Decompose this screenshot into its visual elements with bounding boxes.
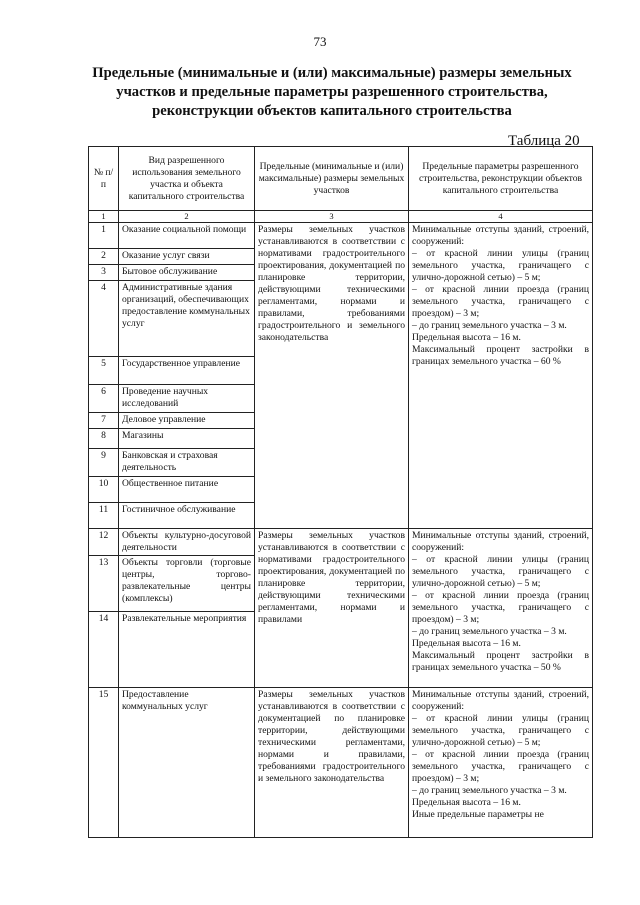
param-line: Максимальный процент застройки в границах земельного участка – 50 % bbox=[412, 650, 589, 673]
row-number: 8 bbox=[89, 429, 119, 449]
title-line: Предельные (минимальные и (или) максимальные) размеры земельных bbox=[92, 65, 572, 81]
row-number: 1 bbox=[89, 223, 119, 249]
column-number: 3 bbox=[255, 211, 409, 223]
use-type-cell: Предоставление коммунальных услуг bbox=[119, 688, 255, 838]
param-line: Иные предельные параметры не bbox=[412, 809, 544, 820]
row-number: 7 bbox=[89, 413, 119, 429]
param-line: – от красной линии проезда (границ земельного участка, граничащего с проездом) – 3 м; bbox=[412, 749, 589, 784]
use-type-cell: Административные здания организаций, обеспечивающих предоставление коммунальных услуг bbox=[119, 281, 255, 357]
land-size-cell: Размеры земельных участков устанавливаются в соответствии с документацией по планировке территории, действующими техническими регламентами, нормами и правилами, требованиями градостроительного и земельного законодательства bbox=[255, 688, 409, 838]
column-number-row bbox=[89, 211, 593, 223]
use-type-cell: Деловое управление bbox=[119, 413, 255, 429]
column-number: 4 bbox=[409, 211, 593, 223]
header-build-params: Предельные параметры разрешенного строительства, реконструкции объектов капитального строительства bbox=[409, 147, 593, 211]
row-number: 3 bbox=[89, 265, 119, 281]
regulations-table bbox=[88, 146, 593, 838]
param-line: Минимальные отступы зданий, строений, сооружений: bbox=[412, 689, 589, 712]
table-row bbox=[89, 688, 593, 838]
use-type-cell: Оказание услуг связи bbox=[119, 249, 255, 265]
param-line: – от красной линии проезда (границ земельного участка, граничащего с проездом) – 3 м; bbox=[412, 590, 589, 625]
param-line: – от красной линии проезда (границ земельного участка, граничащего с проездом) – 3 м; bbox=[412, 284, 589, 319]
row-number: 15 bbox=[89, 688, 119, 838]
param-line: – от красной линии улицы (границ земельного участка, граничащего с улично-дорожной сетью) – 5 м; bbox=[412, 713, 589, 748]
row-number: 9 bbox=[89, 449, 119, 477]
column-number: 1 bbox=[89, 211, 119, 223]
row-number: 10 bbox=[89, 477, 119, 503]
use-type-cell: Гостиничное обслуживание bbox=[119, 503, 255, 529]
param-line: Максимальный процент застройки в границах земельного участка – 60 % bbox=[412, 344, 589, 367]
build-params-cell bbox=[409, 223, 593, 529]
param-line: Предельная высота – 16 м. bbox=[412, 797, 521, 808]
param-line: Минимальные отступы зданий, строений, сооружений: bbox=[412, 530, 589, 553]
param-line: – до границ земельного участка – 3 м. bbox=[412, 785, 567, 796]
row-number: 13 bbox=[89, 556, 119, 612]
param-line: Предельная высота – 16 м. bbox=[412, 332, 521, 343]
use-type-cell: Объекты торговли (торговые центры, торгово-развлекательные центры (комплексы) bbox=[119, 556, 255, 612]
use-type-cell: Государственное управление bbox=[119, 357, 255, 385]
column-number: 2 bbox=[119, 211, 255, 223]
use-type-cell: Общественное питание bbox=[119, 477, 255, 503]
param-line: Минимальные отступы зданий, строений, сооружений: bbox=[412, 224, 589, 247]
use-type-cell: Оказание социальной помощи bbox=[119, 223, 255, 249]
row-number: 12 bbox=[89, 529, 119, 556]
use-type-cell: Магазины bbox=[119, 429, 255, 449]
row-number: 2 bbox=[89, 249, 119, 265]
row-number: 5 bbox=[89, 357, 119, 385]
table-row bbox=[89, 223, 593, 249]
row-number: 4 bbox=[89, 281, 119, 357]
page-number: 73 bbox=[313, 34, 327, 49]
document-title bbox=[82, 64, 582, 121]
build-params-cell bbox=[409, 688, 593, 838]
title-line: реконструкции объектов капитального строительства bbox=[152, 103, 512, 119]
header-row bbox=[89, 147, 593, 211]
use-type-cell: Развлекательные мероприятия bbox=[119, 612, 255, 688]
row-number: 11 bbox=[89, 503, 119, 529]
row-number: 14 bbox=[89, 612, 119, 688]
land-size-cell: Размеры земельных участков устанавливаются в соответствии с нормативами градостроительного проектирования, документацией по планировке территории, действующими техническими регламентами, нормами и правилами, требованиями градостроительного и земельного законодательства bbox=[255, 223, 409, 529]
land-size-cell: Размеры земельных участков устанавливаются в соответствии с нормативами градостроительного проектирования, документацией по планировке территории, действующими техническими регламентами, нормами и правилами bbox=[255, 529, 409, 688]
row-number: 6 bbox=[89, 385, 119, 413]
table-row bbox=[89, 529, 593, 556]
build-params-cell bbox=[409, 529, 593, 688]
param-line: – от красной линии улицы (границ земельного участка, граничащего с улично-дорожной сетью) – 5 м; bbox=[412, 554, 589, 589]
title-line: участков и предельные параметры разрешенного строительства, bbox=[116, 84, 548, 100]
param-line: – до границ земельного участка – 3 м. bbox=[412, 320, 567, 331]
header-number: № п/п bbox=[89, 147, 119, 211]
param-line: Предельная высота – 16 м. bbox=[412, 638, 521, 649]
use-type-cell: Бытовое обслуживание bbox=[119, 265, 255, 281]
use-type-cell: Банковская и страховая деятельность bbox=[119, 449, 255, 477]
header-use-type: Вид разрешенного использования земельного участка и объекта капитального строительства bbox=[119, 147, 255, 211]
param-line: – до границ земельного участка – 3 м. bbox=[412, 626, 567, 637]
table-caption: Таблица 20 bbox=[508, 133, 580, 149]
header-land-size: Предельные (минимальные и (или) максимальные) размеры земельных участков bbox=[255, 147, 409, 211]
param-line: – от красной линии улицы (границ земельного участка, граничащего с улично-дорожной сетью) – 5 м; bbox=[412, 248, 589, 283]
use-type-cell: Объекты культурно-досуговой деятельности bbox=[119, 529, 255, 556]
use-type-cell: Проведение научных исследований bbox=[119, 385, 255, 413]
